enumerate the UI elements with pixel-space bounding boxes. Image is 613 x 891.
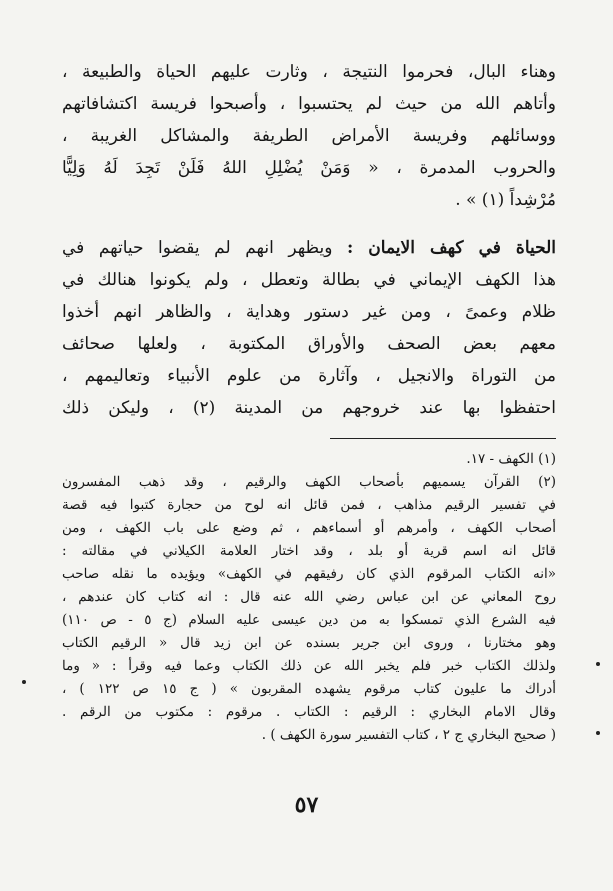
margin-mark xyxy=(22,680,26,684)
page-number: ٥٧ xyxy=(294,792,319,818)
footnote-line: فيه الشرع الذي تمسكوا به من دين عيسى عليه السلام (ج ٥ - ص ١١٠) xyxy=(62,612,556,628)
main-text-paragraph-2 xyxy=(62,232,556,424)
footnote-line: قائل انه اسم قرية أو بلد ، وقد اختار العلامة الكيلاني في مقالته : xyxy=(62,543,556,559)
footnote-divider xyxy=(330,438,556,439)
text-line: ظلام وعمىً ، ومن غير دستور وهداية ، والظاهر انهم أخذوا xyxy=(62,302,556,322)
text-line: وأتاهم الله من حيث لم يحتسبوا ، وأصبحوا فريسة اكتشافاتهم xyxy=(62,94,556,114)
footnote-line: أدراك ما عليون كتاب مرقوم يشهده المقربون » ( ج ١٥ ص ١٢٢ ) ، xyxy=(62,681,556,697)
text-line: معهم بعض الصحف والأوراق المكتوبة ، ولعلها صحائف xyxy=(62,334,556,354)
footnote-line: روح المعاني عن ابن عباس رضي الله عنه قال : انه كتاب كان عندهم ، xyxy=(62,589,556,605)
text-line-continuation: ويظهر انهم لم يقضوا حياتهم في xyxy=(62,238,333,258)
footnote-line: وهو مختارنا ، وروى ابن جرير بسنده عن ابن زيد قال « الرقيم الكتاب xyxy=(62,635,556,651)
text-line: والحروب المدمرة ، « وَمَنْ يُضْلِلِ اللهُ فَلَنْ تَجِدَ لَهُ وَلِيًّا xyxy=(62,158,556,178)
text-line: هذا الكهف الإيماني في بطالة وتعطل ، ولم يكونوا هنالك في xyxy=(62,270,556,290)
margin-mark xyxy=(596,662,600,666)
footnote-line: أصحاب الكهف ، وأمرهم أو أسماءهم ، ثم وضع على باب الكهف ، ومن xyxy=(62,520,556,536)
text-line: وهناء البال، فحرموا النتيجة ، وثارت عليهم الحياة والطبيعة ، xyxy=(62,62,556,82)
section-heading: الحياة في كهف الايمان : xyxy=(346,238,556,258)
footnote-line: ( صحيح البخاري ج ٢ ، كتاب التفسير سورة الكهف ) . xyxy=(261,727,556,743)
footnote-line: ولذلك الكتاب خبر فلم يخبر الله عن ذلك الكتاب وعما فيه وقرأ : « وما xyxy=(62,658,556,674)
footnote-line: وقال الامام البخاري : الرقيم : الكتاب . مرقوم : مكتوب من الرقم . xyxy=(62,704,556,720)
main-text-paragraph-1 xyxy=(62,56,556,216)
text-line: ووسائلهم وفريسة الأمراض الطريفة والمشاكل الغريبة ، xyxy=(62,126,556,146)
text-line: مُرْشِداً (١) » . xyxy=(455,190,556,210)
footnotes xyxy=(62,448,556,747)
footnote-line: في تفسير الرقيم مذاهب ، فمن قائل انه لوح من حجارة كتبوا فيه قصة xyxy=(62,497,556,513)
margin-mark xyxy=(596,731,600,735)
text-line-with-heading xyxy=(62,232,556,264)
footnote-line: (٢) القرآن يسميهم بأصحاب الكهف والرقيم ، وقد ذهب المفسرون xyxy=(62,474,556,490)
text-line: من التوراة والانجيل ، وآثارة من علوم الأنبياء وتعاليمهم ، xyxy=(62,366,556,386)
text-line: احتفظوا بها عند خروجهم من المدينة (٢) ، وليكن ذلك xyxy=(62,398,556,418)
footnote-line: «انه الكتاب المرقوم الذي كان رفيقهم في الكهف» ويؤيده ما نقله صاحب xyxy=(62,566,556,582)
footnote-line: (١) الكهف - ١٧. xyxy=(466,451,556,467)
